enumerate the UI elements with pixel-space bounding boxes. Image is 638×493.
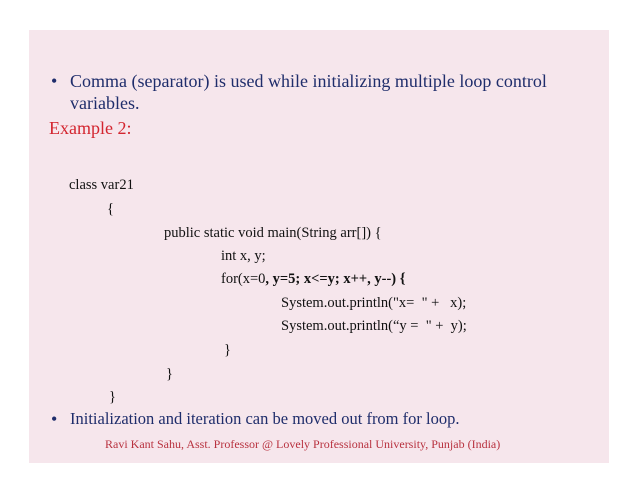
code-close-brace-for: } xyxy=(224,342,231,358)
bullet-icon: • xyxy=(51,71,58,91)
code-println-x: System.out.println("x= " + x); xyxy=(281,295,467,311)
bullet-item xyxy=(51,70,591,114)
example-heading: Example 2: xyxy=(49,118,132,138)
code-open-brace: { xyxy=(107,201,114,217)
slide-footer: Ravi Kant Sahu, Asst. Professor @ Lovely Professional University, Punjab (India) xyxy=(105,437,501,451)
code-variable-declaration: int x, y; xyxy=(221,248,266,264)
code-for-prefix: for(x=0 xyxy=(221,271,266,287)
code-close-brace-class: } xyxy=(109,389,116,405)
bullet-icon: • xyxy=(51,409,58,429)
bullet-text: Initialization and iteration can be moved out from for loop. xyxy=(70,409,460,428)
slide xyxy=(29,30,609,463)
code-for-statement xyxy=(221,270,405,288)
code-for-bold-part: , y=5; x<=y; x++, y--) { xyxy=(265,271,406,287)
code-println-y: System.out.println(“y = " + y); xyxy=(281,318,467,334)
code-class-declaration: class var21 xyxy=(69,177,134,193)
code-close-brace-method: } xyxy=(166,366,173,382)
bullet-text: Comma (separator) is used while initializing multiple loop control variables. xyxy=(70,71,547,113)
bullet-item xyxy=(51,408,591,430)
code-method-declaration: public static void main(String arr[]) { xyxy=(164,225,382,241)
